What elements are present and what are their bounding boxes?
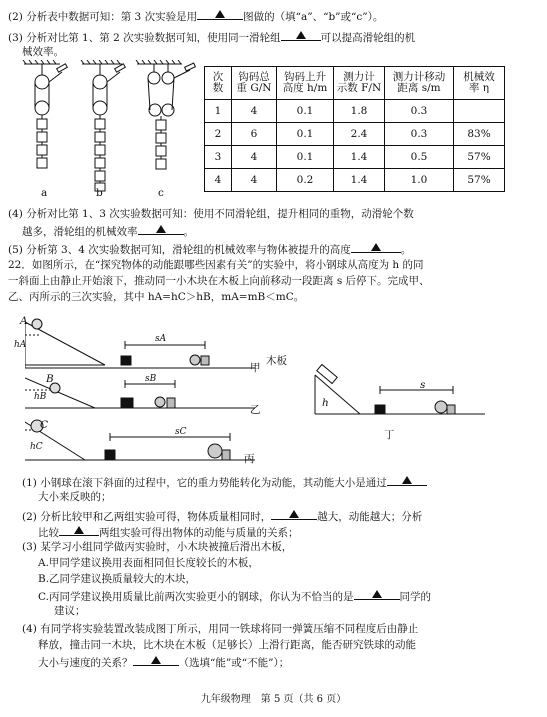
q5-text-after: 。 — [400, 244, 412, 256]
ramp-label-board: 木板 — [266, 355, 287, 367]
q2-line — [8, 8, 383, 24]
q22-line2: 一斜面上由静止开始滚下，推动同一小木块在木板上向前移动一段距离 s 后停下。完成甲、 — [8, 275, 430, 287]
header-cell: 测力计移动 距离 s/m — [385, 67, 454, 100]
sub4-text-before: 大小与速度的关系？ — [38, 657, 133, 669]
sub2-answer-blank-1[interactable] — [271, 508, 317, 520]
q4-line1: (4) 分析对比第 1、3 次实验数据可知：使用不同滑轮组，提升相同的重物，动滑轮个数 — [8, 208, 414, 220]
ramp-label-hC: hC — [30, 442, 43, 452]
table-header-row — [205, 67, 505, 100]
sub1-answer-blank[interactable] — [387, 474, 427, 486]
sub2-line1 — [22, 508, 422, 524]
table-cell: 1.4 — [334, 169, 385, 192]
page-footer: 九年级物理 第 5 页（共 6 页） — [200, 694, 347, 705]
q5-text-before: (5) 分析第 3、4 次实验数据可知，滑轮组的机械效率与物体被提升的高度 — [8, 244, 351, 256]
table-cell: 0.3 — [385, 100, 454, 123]
q3-answer-blank[interactable] — [281, 29, 321, 41]
table-cell: 57% — [454, 146, 505, 169]
ramp-label-s: s — [420, 379, 426, 391]
table-cell: 6 — [232, 123, 277, 146]
table-cell: 0.2 — [277, 169, 334, 192]
ramp-label-sC: sC — [175, 427, 187, 437]
sub3-option-b: B.乙同学建议换质量较大的木块， — [38, 573, 197, 585]
sub3-option-c-after: 同学的 — [399, 591, 431, 603]
q2-text-after: 图做的（填“a”、“b”或“c”）。 — [243, 11, 384, 23]
ramp-label-A: A — [20, 315, 28, 327]
table-cell: 0.1 — [277, 123, 334, 146]
table-cell: 4 — [232, 169, 277, 192]
ramp-label-ding: 丁 — [384, 429, 395, 441]
sub3-line-end: 建议； — [54, 605, 86, 617]
table-cell: 4 — [232, 100, 277, 123]
table-cell: 57% — [454, 169, 505, 192]
q4-text-after: 。 — [183, 226, 194, 238]
ramp-label-bing: 丙 — [244, 453, 255, 465]
q5-answer-blank[interactable] — [351, 241, 401, 253]
header-cell: 次 数 — [205, 67, 232, 100]
figure-label-c: c — [158, 187, 164, 199]
sub3-option-c — [38, 588, 431, 604]
table-cell: 0.3 — [385, 123, 454, 146]
ramp-label-hA: hA — [14, 340, 27, 350]
header-cell: 测力计 示数 F/N — [334, 67, 385, 100]
ramp-label-hB: hB — [34, 392, 47, 402]
q2-answer-blank[interactable] — [197, 8, 243, 20]
table-cell: 2 — [205, 123, 232, 146]
table-cell: 3 — [205, 146, 232, 169]
pulley-figures — [22, 60, 202, 205]
q4-answer-blank[interactable] — [138, 223, 184, 235]
q3-line2: 械效率。 — [22, 46, 64, 58]
table-row — [205, 169, 505, 192]
table-cell: 4 — [232, 146, 277, 169]
figure-label-b: b — [96, 187, 103, 199]
experiment-table — [204, 66, 505, 192]
table-cell: 1.0 — [385, 169, 454, 192]
sub3-option-c-text: C.丙同学建议换用质量比前两次实验更小的钢球，你认为不恰当的是 — [38, 591, 354, 603]
q4-text-before: 越多，滑轮组的机械效率 — [22, 226, 138, 238]
sub3-option-a: A.甲同学建议换用表面相同但长度较长的木板， — [38, 557, 259, 569]
sub2-line2 — [38, 524, 299, 540]
sub3-line1: (3) 某学习小组同学做丙实验时，小木块被撞后滑出木板， — [22, 541, 293, 553]
table-cell: 83% — [454, 123, 505, 146]
figure-label-a: a — [41, 187, 48, 199]
sub2-text-before: (2) 分析比较甲和乙两组实验可得，物体质量相同时， — [22, 511, 272, 523]
table-cell: 1.8 — [334, 100, 385, 123]
ramp-label-B: B — [46, 373, 54, 385]
table-cell: 2.4 — [334, 123, 385, 146]
header-cell: 机械效 率 η — [454, 67, 505, 100]
sub4-answer-blank[interactable] — [133, 654, 179, 666]
sub2-line2-after: 两组实验可得出物体的动能与质量的关系； — [99, 527, 299, 539]
sub2-text-after: 越大，动能越大；分析 — [317, 511, 423, 523]
header-cell: 钩码上升 高度 h/m — [277, 67, 334, 100]
table-cell: 1 — [205, 100, 232, 123]
sub1-text: (1) 小钢球在滚下斜面的过程中，它的重力势能转化为动能，其动能大小是通过 — [22, 477, 387, 489]
q3-text-after: 可以提高滑轮组的机 — [320, 32, 416, 44]
ramp-label-jia: 甲 — [250, 362, 261, 374]
ramp-label-C: C — [40, 419, 49, 431]
sub4-line2: 释放，撞击同一木块，比木块在木板（足够长）上滑行距离，能否研究铁球的动能 — [38, 639, 416, 651]
sub4-text-after: （选填“能”或“不能”）； — [178, 657, 290, 669]
table-cell — [454, 100, 505, 123]
ramp-label-yi: 乙 — [250, 404, 261, 416]
table-cell: 4 — [205, 169, 232, 192]
table-row — [205, 123, 505, 146]
ramp-diagrams — [25, 310, 525, 470]
sub1-line2: 大小来反映的； — [38, 491, 112, 503]
q2-text-before: (2) 分析表中数据可知：第 3 次实验是用 — [8, 11, 198, 23]
table-cell: 1.4 — [334, 146, 385, 169]
q3-text-before: (3) 分析对比第 1、第 2 次实验数据可知，使用同一滑轮组 — [8, 32, 281, 44]
sub2-line2-before: 比较 — [38, 527, 59, 539]
sub2-answer-blank-2[interactable] — [59, 524, 99, 536]
q3-line1 — [8, 29, 415, 45]
ramp-label-sA: sA — [155, 334, 167, 344]
sub3-answer-blank[interactable] — [354, 588, 400, 600]
ramp-label-h: h — [322, 397, 329, 409]
table-cell: 0.5 — [385, 146, 454, 169]
q4-line2 — [22, 223, 194, 239]
table-cell: 0.1 — [277, 146, 334, 169]
q22-line1: 22．如图所示，在“探究物体的动能跟哪些因素有关”的实验中，将小钢球从高度为 h 的同 — [8, 259, 424, 271]
ramp-label-sB: sB — [145, 374, 157, 384]
sub4-line1: (4) 有同学将实验装置改装成图丁所示，用同一铁球将同一弹簧压缩不同程度后由静止 — [22, 623, 419, 635]
table-cell: 0.1 — [277, 100, 334, 123]
sub1-line1 — [22, 474, 427, 490]
table-row — [205, 100, 505, 123]
header-cell: 钩码总 重 G/N — [232, 67, 277, 100]
q22-line3: 乙、丙所示的三次实验，其中 hA=hC＞hB，mA=mB＜mC。 — [8, 291, 305, 303]
table-row — [205, 146, 505, 169]
sub4-line3 — [38, 654, 289, 670]
q5-line — [8, 241, 411, 257]
